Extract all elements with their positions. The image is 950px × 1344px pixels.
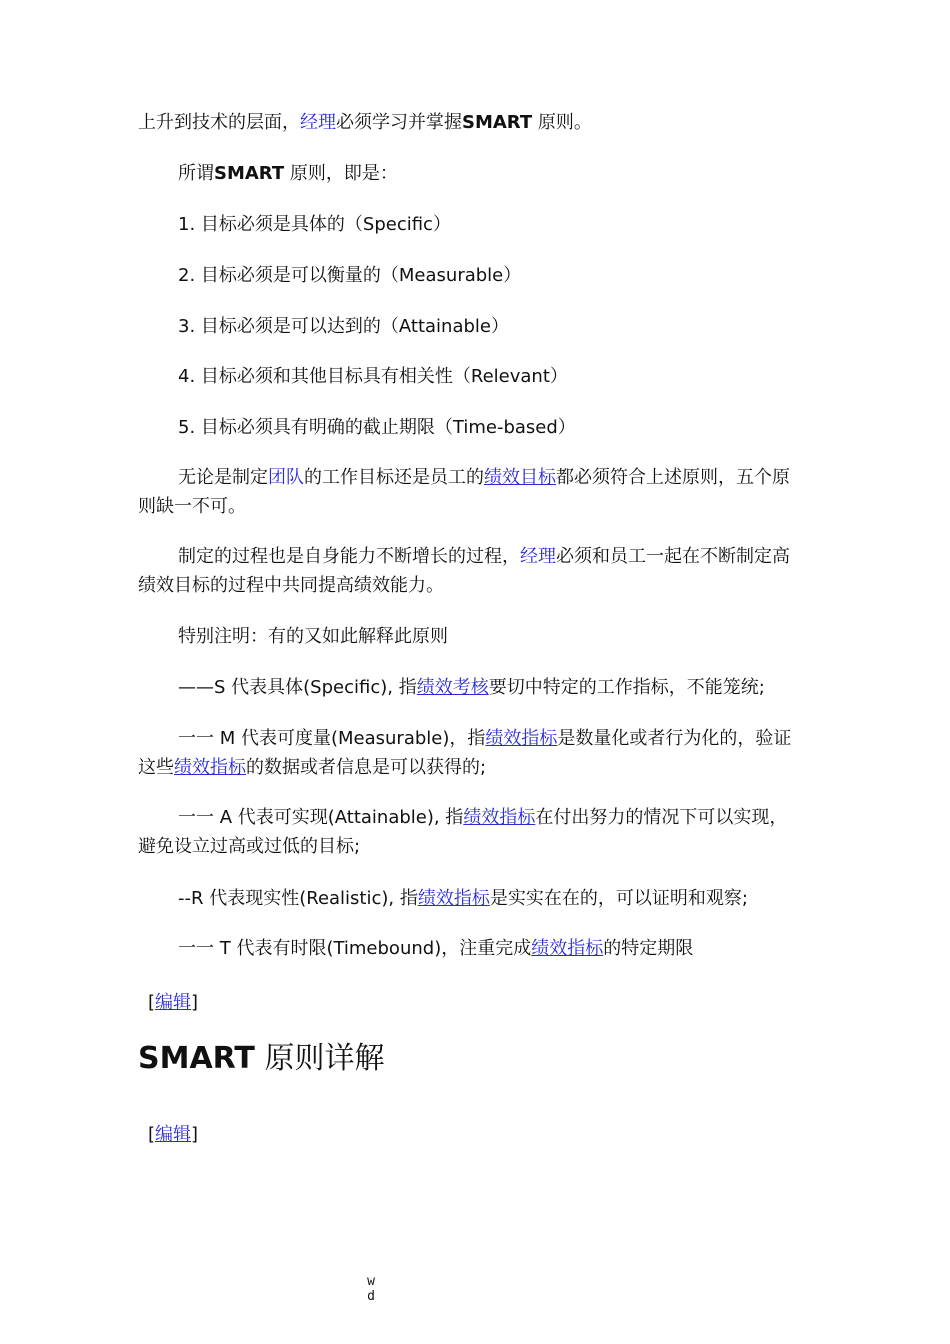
paragraph-note: 特别注明：有的又如此解释此原则 [178,626,448,647]
link-performance-indicator[interactable]: 绩效指标 [417,888,490,909]
list-item: 1. 目标必须是具体的（Specific） [178,214,451,235]
paragraph-t: 一一 T 代表有时限(Timebound)，注重完成绩效指标的特定期限 [178,938,694,959]
list-item: 5. 目标必须具有明确的截止期限（Time-based） [178,417,576,438]
edit-section-link: [编辑] [148,1124,199,1145]
edit-link[interactable]: 编辑 [155,1124,192,1145]
link-performance-appraisal[interactable]: 绩效考核 [416,677,489,698]
link-team[interactable]: 团队 [268,467,304,488]
link-manager[interactable]: 经理 [300,112,336,133]
page-footer: w d [367,1274,375,1304]
link-performance-indicator[interactable]: 绩效指标 [463,807,536,828]
paragraph-r: --R 代表现实性(Realistic), 指绩效指标是实实在在的，可以证明和观察; [178,888,748,909]
paragraph-definition: 所谓SMART 原则，即是： [178,163,398,184]
paragraph-intro: 上升到技术的层面，经理必须学习并掌握SMART 原则。 [138,112,592,133]
link-manager[interactable]: 经理 [520,546,556,567]
link-performance-indicator[interactable]: 绩效指标 [485,728,558,749]
list-item: 4. 目标必须和其他目标具有相关性（Relevant） [178,366,568,387]
list-item: 2. 目标必须是可以衡量的（Measurable） [178,265,522,286]
paragraph-m: 一一 M 代表可度量(Measurable)，指绩效指标是数量化或者行为化的，验证这些绩效指标的数据或者信息是可以获得的; [138,728,792,778]
link-performance-indicator[interactable]: 绩效指标 [531,938,604,959]
paragraph-s: ——S 代表具体(Specific), 指绩效考核要切中特定的工作指标，不能笼统; [178,677,765,698]
paragraph-a: 一一 A 代表可实现(Attainable), 指绩效指标在付出努力的情况下可以实现，避免设立过高或过低的目标; [138,807,788,857]
section-heading: SMART 原则详解 [138,1041,385,1076]
paragraph-principles: 无论是制定团队的工作目标还是员工的绩效目标都必须符合上述原则，五个原则缺一不可。 [138,467,790,517]
edit-section-link: [编辑] [148,992,199,1013]
edit-link[interactable]: 编辑 [155,992,192,1013]
link-performance-goal[interactable]: 绩效目标 [484,467,556,488]
list-item: 3. 目标必须是可以达到的（Attainable） [178,316,509,337]
link-performance-indicator[interactable]: 绩效指标 [174,757,246,778]
paragraph-process: 制定的过程也是自身能力不断增长的过程，经理必须和员工一起在不断制定高绩效目标的过程中共同提高绩效能力。 [138,546,790,596]
